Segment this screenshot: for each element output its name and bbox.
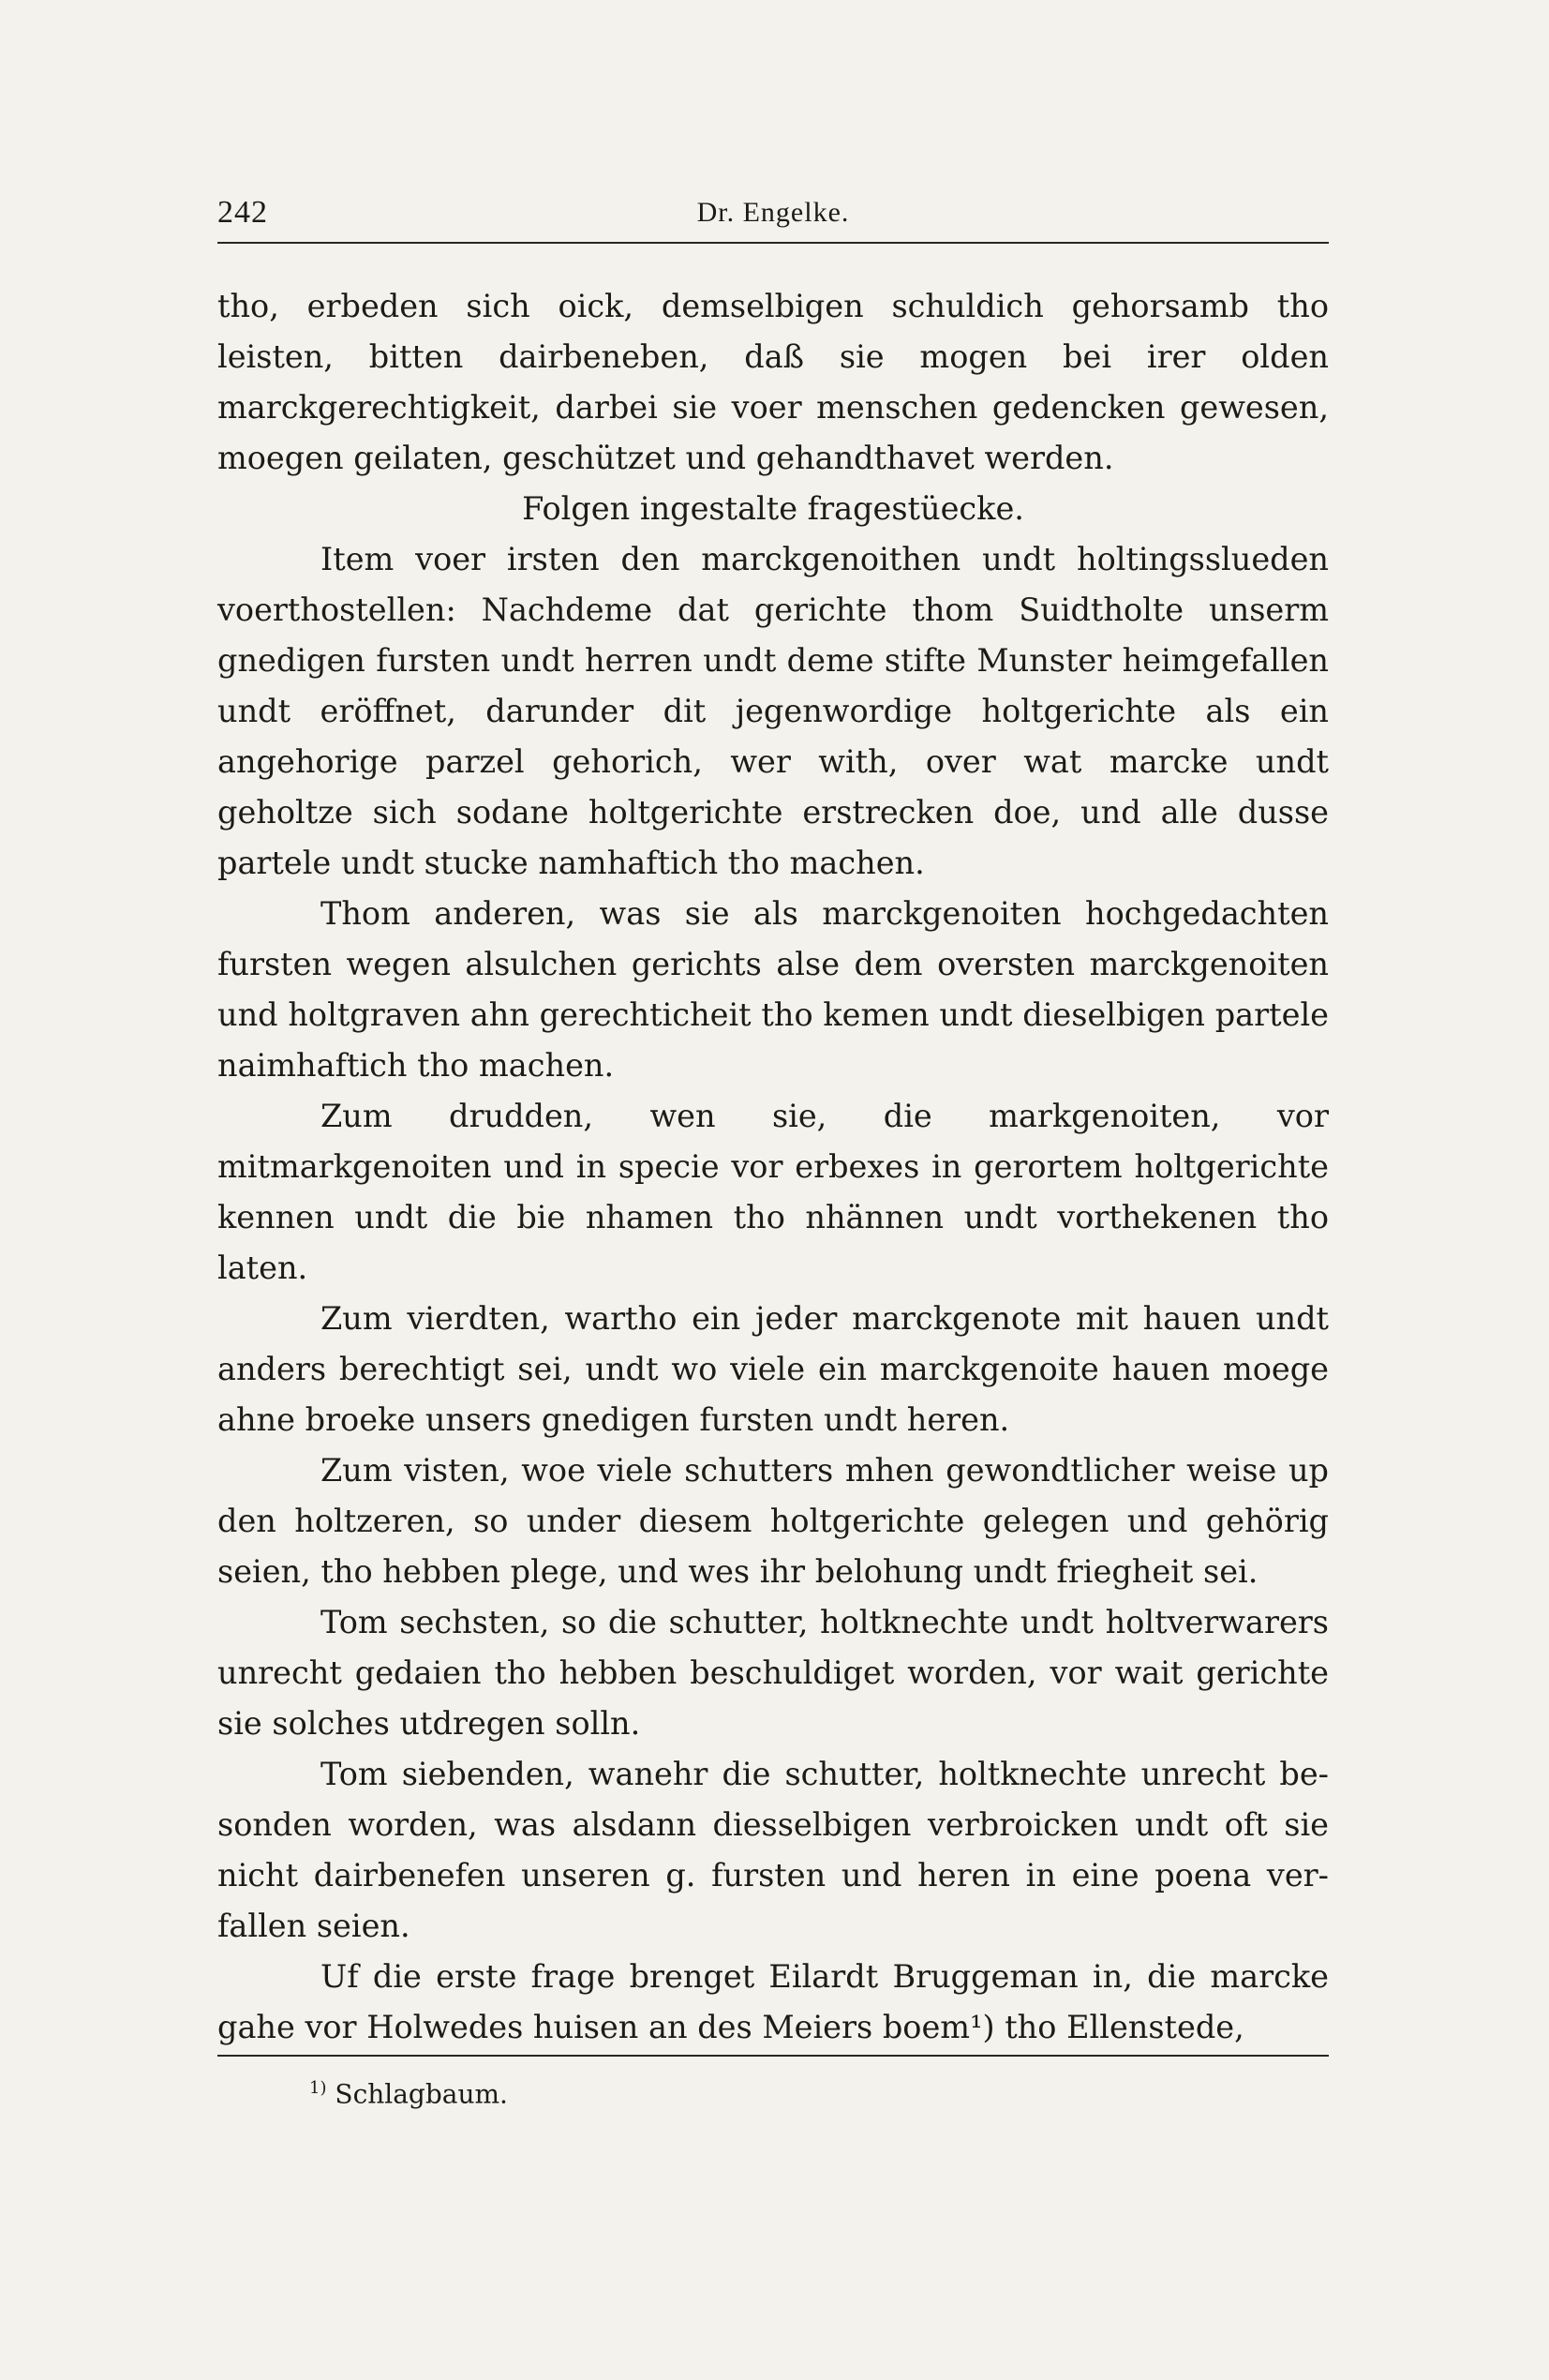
footnote	[309, 2070, 508, 2113]
body-text	[217, 281, 1329, 2053]
page-header	[217, 195, 1329, 240]
paragraph: Uf die erste frage brenget Eilardt Bruggeman in, die marcke gahe vor Holwedes huisen an des Meiers boem¹) tho Ellenstede,	[217, 1958, 1329, 2045]
paragraph: Tom sechsten, so die schutter, holtknechte undt holtverwarers unrecht gedaien tho hebben beschuldiget worden, vor wait gerichte sie solches utdregen solln.	[217, 1604, 1329, 1742]
paragraph: Zum visten, woe viele schutters mhen gewondtlicher weise up den holtzeren, so under diesem holtgerichte gelegen und gehörig seien, tho hebben plege, und wes ihr belohung undt friegheit sei.	[217, 1452, 1329, 1590]
paragraph: Zum vierdten, wartho ein jeder marckgenote mit hauen undt anders berechtigt sei, undt wo viele ein marckgenoite hauen moege ahne broeke unsers gnedigen fursten undt heren.	[217, 1300, 1329, 1438]
footnote-text: Schlagbaum.	[335, 2078, 508, 2110]
footnote-marker: 1)	[309, 2078, 327, 2098]
section-heading: Folgen ingestalte fragestüecke.	[522, 490, 1024, 527]
footnote-rule	[217, 2055, 1329, 2057]
paragraph: Item voer irsten den marckgenoithen undt holtingsslueden voerthostellen: Nachdeme dat gerichte thom Suidtholte unserm gnedigen fursten undt herren undt deme stifte Munster heimgefallen undt eröffnet, darunder dit jegenwordige holtgerichte als ein angehorige parzel gehorich, wer with, over wat marcke undt geholtze sich sodane holtgerichte erstrecken doe, und alle dusse partele undt stucke namhaftich tho machen.	[217, 541, 1329, 881]
paragraph: Thom anderen, was sie als marckgenoiten hochgedachten fursten wegen alsulchen gerichts alse dem oversten marckgenoiten und holtgraven ahn gerechticheit tho kemen undt dieselbigen partele naimhaftich tho machen.	[217, 895, 1329, 1084]
page-number: 242	[217, 195, 268, 230]
header-rule	[217, 242, 1329, 244]
running-head: Dr. Engelke.	[696, 197, 850, 228]
paragraph: Zum drudden, wen sie, die markgenoiten, vor mitmarkgenoiten und in specie vor erbexes in gerortem holtgerichte kennen undt die bie nhamen tho nhännen undt vorthekenen tho laten.	[217, 1098, 1329, 1286]
paragraph: Tom siebenden, wanehr die schutter, holtknechte unrecht besonden worden, was alsdann diesselbigen verbroicken undt oft sie nicht dairbenefen unseren g. fursten und heren in eine poena verfallen seien.	[217, 1756, 1329, 1944]
paragraph: tho, erbeden sich oick, demselbigen schuldich gehorsamb tho leisten, bitten dairbeneben, daß sie mogen bei irer olden marckgerechtigkeit, darbei sie voer menschen gedencken gewesen, moegen geilaten, geschützet und gehandthavet werden.	[217, 288, 1329, 476]
